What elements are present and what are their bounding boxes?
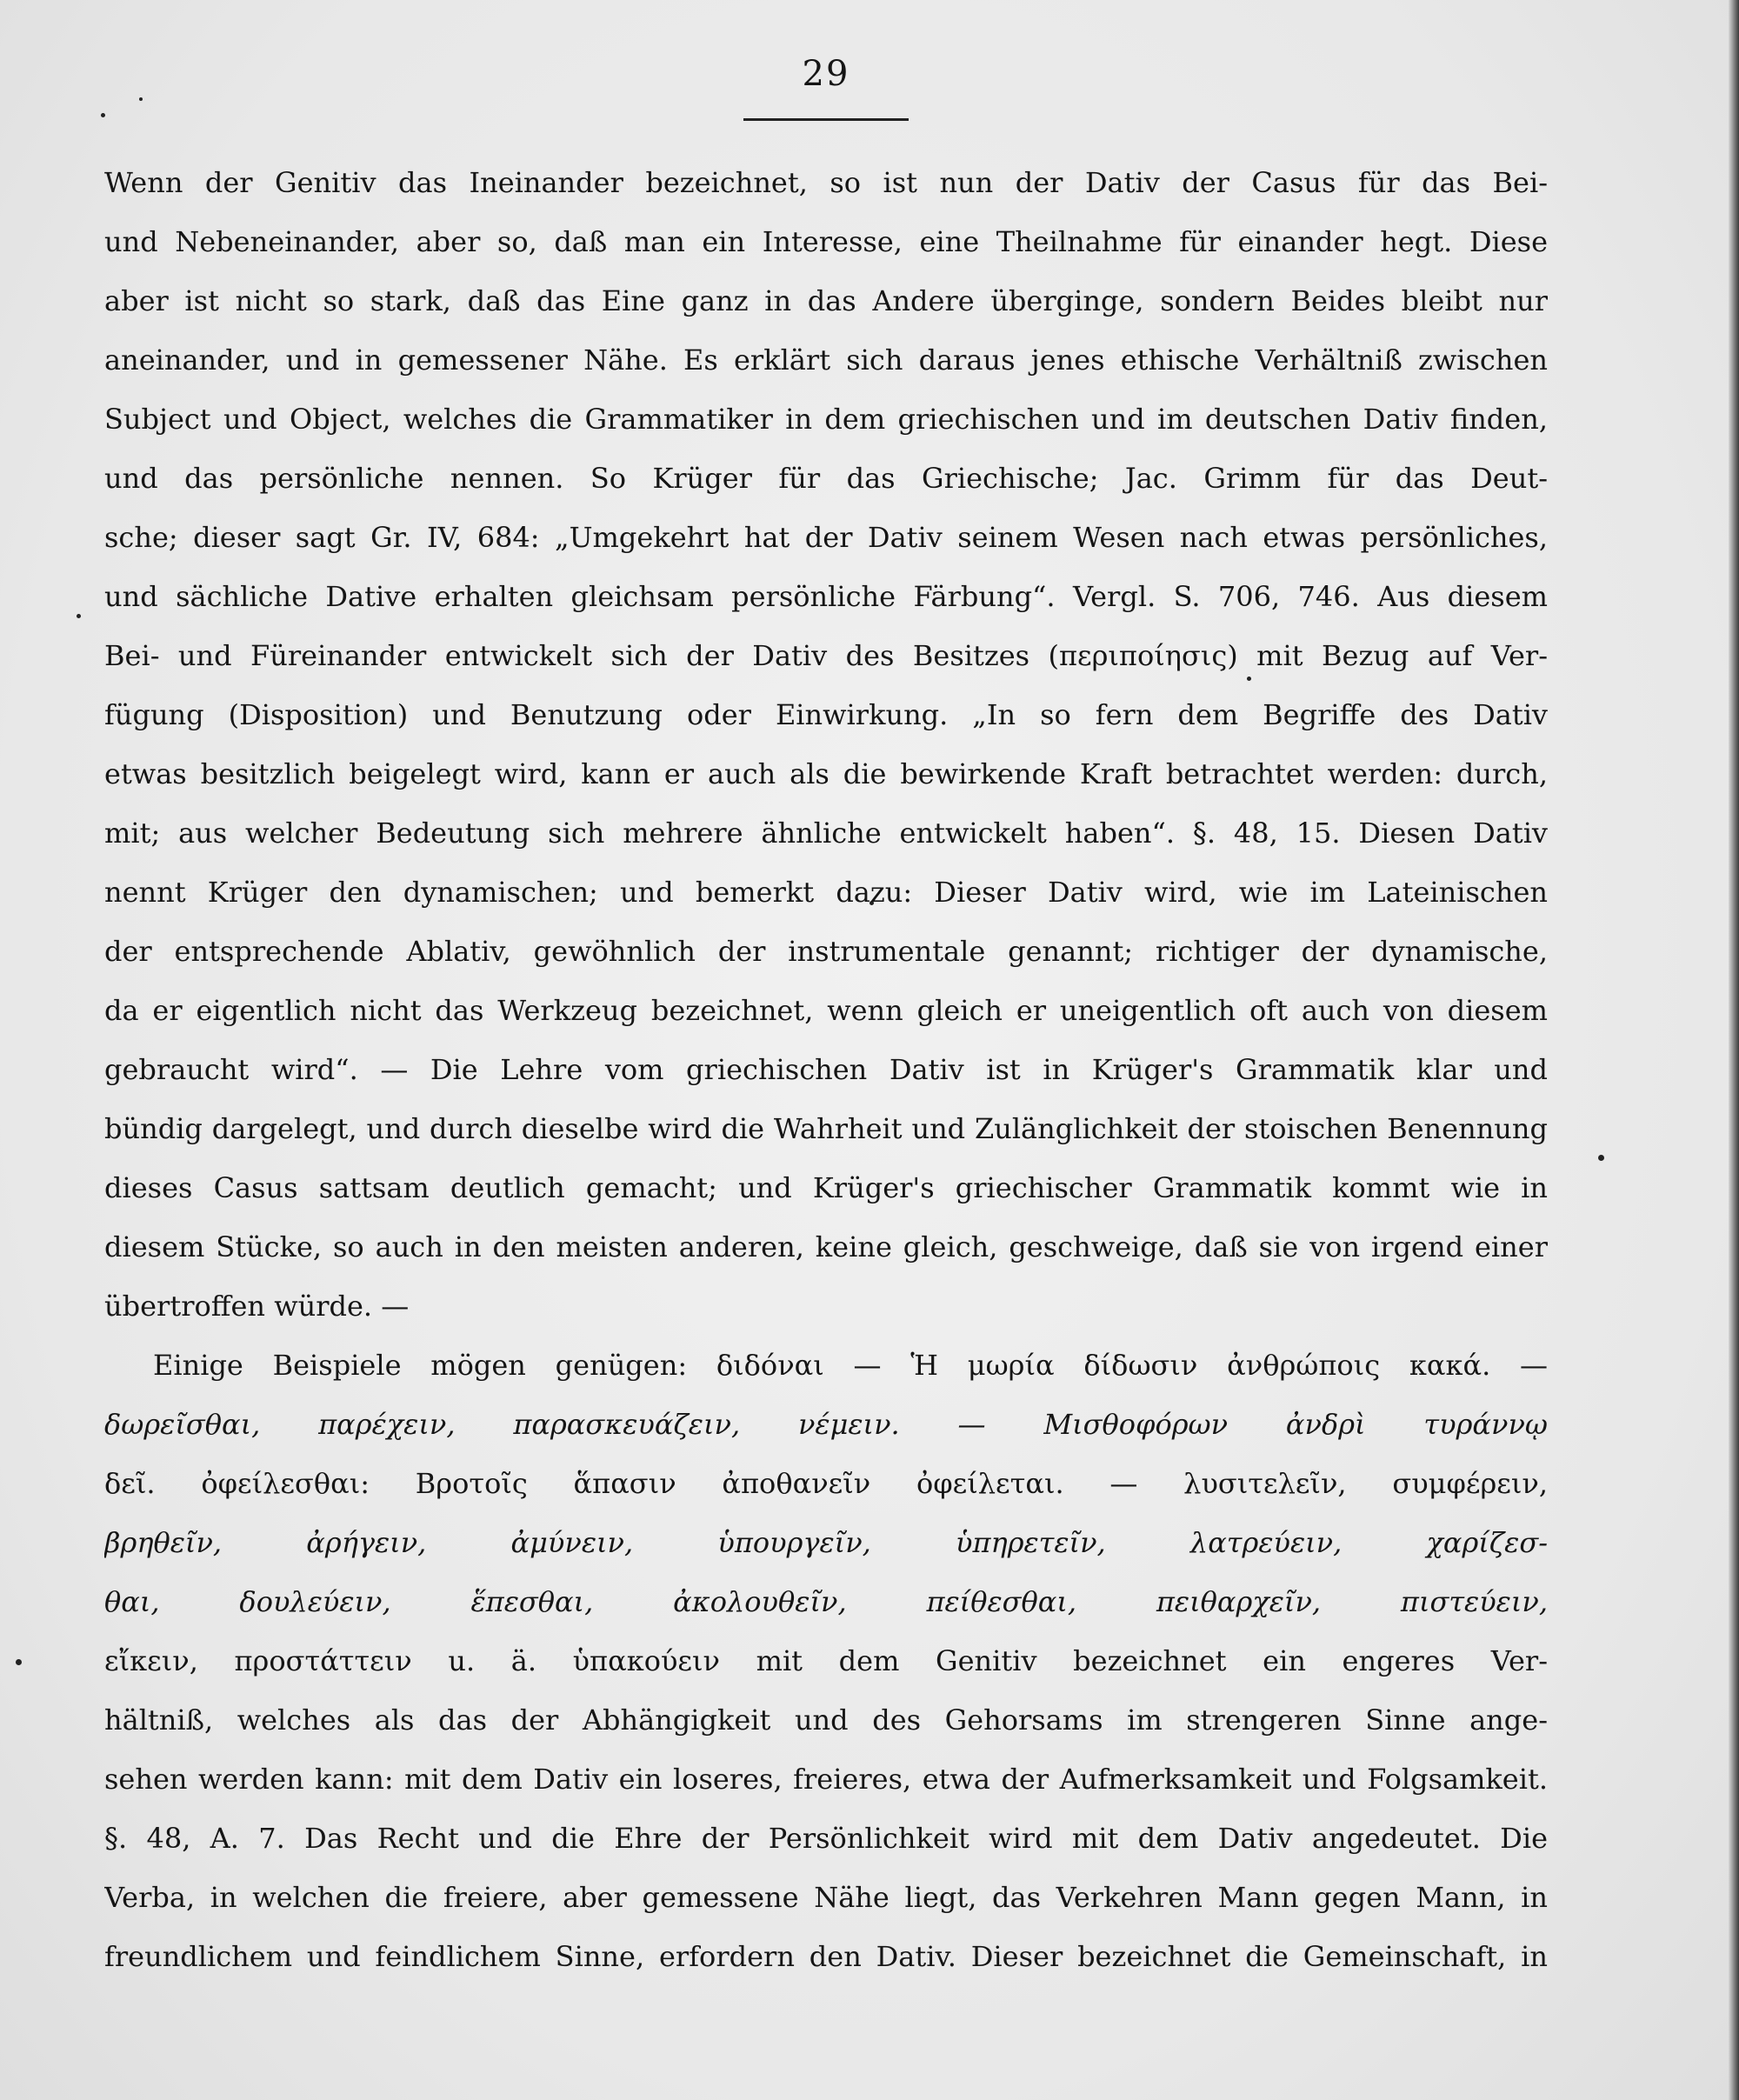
text-line: sche; dieser sagt Gr. IV, 684: „Umgekehrt hat der Dativ seinem Wesen nach etwas persönliches, (104, 521, 1548, 554)
dust-speck (139, 97, 143, 101)
text-line: hältniß, welches als das der Abhängigkeit und des Gehorsams im strengeren Sinne ange- (104, 1703, 1548, 1737)
text-line: δεῖ. ὀφείλεσθαι: Βροτοῖς ἅπασιν ἀποθανεῖν ὀφείλεται. — λυσιτελεῖν, συμφέρειν, (104, 1467, 1548, 1500)
text-line: sehen werden kann: mit dem Dativ ein loseres, freieres, etwa der Aufmerksamkeit und Folgsamkeit. (104, 1763, 1548, 1796)
text-line: freundlichem und feindlichem Sinne, erfordern den Dativ. Dieser bezeichnet die Gemeinschaft, in (104, 1940, 1548, 1973)
text-line: und das persönliche nennen. So Krüger für das Griechische; Jac. Grimm für das Deut- (104, 462, 1548, 495)
dust-speck (77, 614, 81, 618)
text-line: und Nebeneinander, aber so, daß man ein Interesse, eine Theilnahme für einander hegt. Diese (104, 225, 1548, 258)
text-line: bündig dargelegt, und durch dieselbe wird die Wahrheit und Zulänglichkeit der stoischen Benennung (104, 1112, 1548, 1145)
text-line: diesem Stücke, so auch in den meisten anderen, keine gleich, geschweige, daß sie von irgend einer (104, 1230, 1548, 1263)
text-line: nennt Krüger den dynamischen; und bemerkt dazu: Dieser Dativ wird, wie im Lateinischen (104, 876, 1548, 909)
text-line: Bei- und Füreinander entwickelt sich der Dativ des Besitzes (περιποίησις) mit Bezug auf Ver- (104, 639, 1548, 672)
text-line: aber ist nicht so stark, daß das Eine ganz in das Andere überginge, sondern Beides bleibt nur (104, 284, 1548, 317)
page-edge-shadow (1729, 0, 1739, 2100)
text-line: εἴκειν, προστάττειν u. ä. ὑπακούειν mit dem Genitiv bezeichnet ein engeres Ver- (104, 1644, 1548, 1677)
text-line: βρηθεῖν, ἀρήγειν, ἀμύνειν, ὑπουργεῖν, ὑπηρετεῖν, λατρεύειν, χαρίζεσ- (104, 1526, 1548, 1559)
dust-speck (1598, 1155, 1604, 1161)
text-line: und sächliche Dative erhalten gleichsam persönliche Färbung“. Vergl. S. 706, 746. Aus diesem (104, 580, 1548, 613)
text-line: übertroffen würde. — (104, 1290, 410, 1323)
text-line: §. 48, A. 7. Das Recht und die Ehre der Persönlichkeit wird mit dem Dativ angedeutet. Die (104, 1822, 1548, 1855)
text-line: da er eigentlich nicht das Werkzeug bezeichnet, wenn gleich er uneigentlich oft auch von diesem (104, 994, 1548, 1027)
text-line: Wenn der Genitiv das Ineinander bezeichnet, so ist nun der Dativ der Casus für das Bei- (104, 166, 1548, 199)
text-line: dieses Casus sattsam deutlich gemacht; und Krüger's griechischer Grammatik kommt wie in (104, 1171, 1548, 1204)
text-line: etwas besitzlich beigelegt wird, kann er auch als die bewirkende Kraft betrachtet werden: durch, (104, 757, 1548, 790)
text-line: δωρεῖσθαι, παρέχειν, παρασκευάζειν, νέμειν. — Μισθοφόρων ἀνδρὶ τυράννῳ (104, 1408, 1548, 1441)
text-line: Verba, in welchen die freiere, aber gemessene Nähe liegt, das Verkehren Mann gegen Mann, in (104, 1881, 1548, 1914)
text-line: fügung (Disposition) und Benutzung oder Einwirkung. „In so fern dem Begriffe des Dativ (104, 698, 1548, 731)
text-line: mit; aus welcher Bedeutung sich mehrere ähnliche entwickelt haben“. §. 48, 15. Diesen Dativ (104, 817, 1548, 850)
text-line: der entsprechende Ablativ, gewöhnlich der instrumentale genannt; richtiger der dynamische, (104, 935, 1548, 968)
paragraph-first-line: Einige Beispiele mögen genügen: διδόναι — Ἡ μωρία δίδωσιν ἀνθρώποις κακά. — (153, 1349, 1548, 1382)
dust-speck (16, 1659, 22, 1665)
dust-speck (101, 113, 105, 117)
page-number: 29 (802, 54, 850, 94)
text-line: θαι, δουλεύειν, ἕπεσθαι, ἀκολουθεῖν, πείθεσθαι, πειθαρχεῖν, πιστεύειν, (104, 1585, 1548, 1618)
text-line: Subject und Object, welches die Grammatiker in dem griechischen und im deutschen Dativ finden, (104, 403, 1548, 436)
text-line: aneinander, und in gemessener Nähe. Es erklärt sich daraus jenes ethische Verhältniß zwischen (104, 343, 1548, 377)
page-number-rule (743, 118, 909, 121)
text-line: gebraucht wird“. — Die Lehre vom griechischen Dativ ist in Krüger's Grammatik klar und (104, 1053, 1548, 1086)
